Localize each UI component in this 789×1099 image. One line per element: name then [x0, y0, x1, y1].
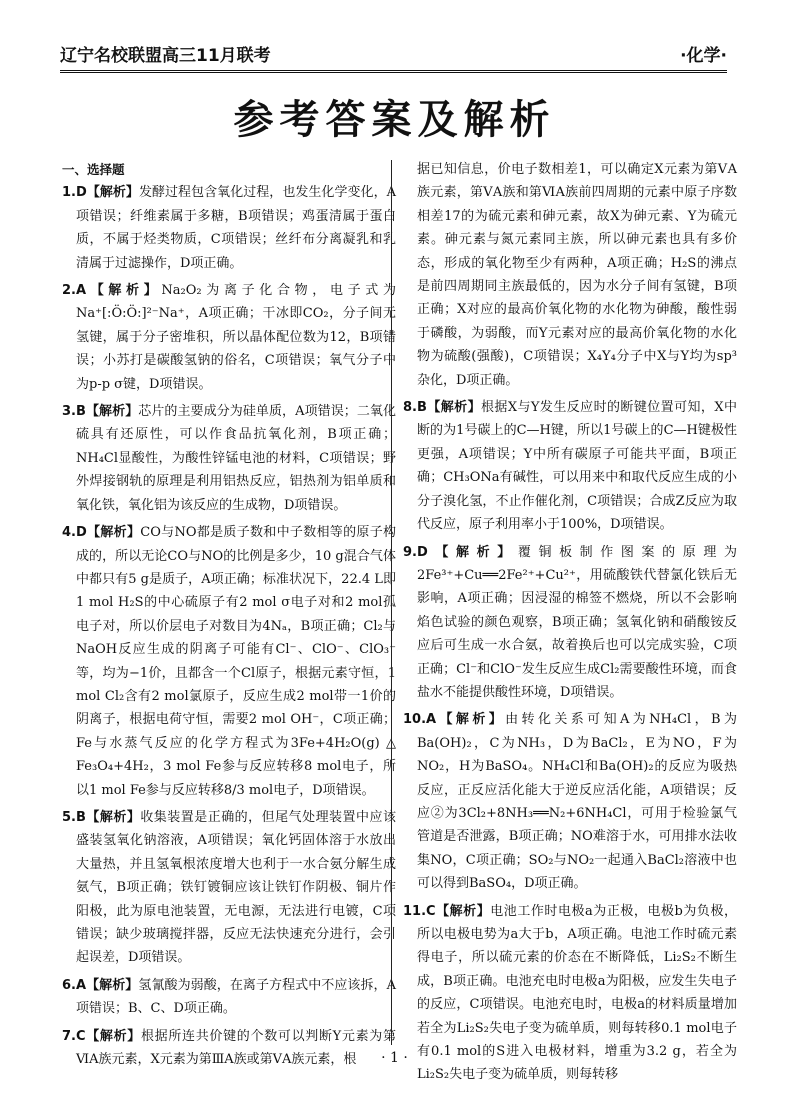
answer-key: 7.C【解析】	[62, 1028, 141, 1044]
answer-key: 5.B【解析】	[62, 809, 141, 825]
answer-explanation: 发酵过程包含氧化过程，也发生化学变化，A项错误；纤维素属于多糖，B项错误；鸡蛋清属于蛋白质，不属于烃类物质，C项错误；丝纤布分离凝乳和乳清属于过滤操作，D项正确。	[76, 185, 396, 271]
left-column	[62, 158, 396, 1075]
subject-label: ·化学·	[680, 46, 727, 66]
answer-explanation: 收集装置是正确的，但尾气处理装置中应该盛装氢氧化钠溶液，A项错误；氧化钙固体溶于水放出大量热，并且氢氧根浓度增大也利于一水合氨分解生成氨气，B项正确；铁钉镀铜应该让铁钉作阴极、铜片作阳极，此为原电池装置，无电源，无法进行电镀，C项错误；缺少玻璃搅拌器，反应无法快速充分进行，会引起误差，D项错误。	[76, 809, 396, 966]
answer-key: 4.D【解析】	[62, 525, 141, 541]
answer-item	[62, 974, 396, 1021]
answer-key: 8.B【解析】	[403, 400, 481, 416]
answer-item	[403, 708, 737, 895]
answer-item	[62, 400, 396, 517]
answer-explanation: 芯片的主要成分为硅单质，A项错误；二氧化硫具有还原性，可以作食品抗氧化剂，B项正确；NH₄Cl显酸性，为酸性锌锰电池的材料，C项错误；野外焊接钢轨的原理是利用铝热反应，铝热剂为铝单质和氧化铁，氧化铝为该反应的生成物，D项错误。	[76, 404, 396, 513]
section-heading: 一、选择题	[62, 162, 125, 177]
answer-item	[403, 541, 737, 705]
answer-key: 3.B【解析】	[62, 404, 139, 420]
answer-explanation: Na₂O₂为离子化合物，电子式为 Na⁺[:Ö:Ö:]²⁻Na⁺，A项正确；干冰即CO₂，分子间无氢键，属于分子密堆积，所以晶体配位数为12，B项错误；小苏打是碳酸氢钠的俗名，C项错误；氧气分子中为p-p σ键，D项错误。	[76, 283, 396, 392]
right-answer-list	[403, 396, 737, 1087]
column-divider	[391, 160, 392, 1045]
page-header	[60, 40, 727, 73]
answer-explanation: 根据X与Y发生反应时的断键位置可知，X中断的为1号碳上的C—H键，所以1号碳上的C—H键极性更强，A项错误；Y中所有碳原子可能共平面，B项正确；CH₃ONa有碱性，可以用来中和取代反应生成的小分子溴化氢，不止作催化剂，C项错误；合成Z反应为取代反应，原子利用率小于100%，D项错误。	[417, 400, 737, 533]
answer-item	[403, 396, 737, 536]
answer-item	[62, 181, 396, 275]
continued-answer-7: 据已知信息，价电子数相差1，可以确定X元素为第ⅤA族元素，第ⅤA族和第ⅥA族前四周期的元素中原子序数相差17的为硫元素和砷元素，故X为砷元素、Y为硫元素。砷元素与氮元素同主族，所以砷元素也具有多价态，形成的氧化物至少有两种，A项正确；H₂S的沸点是前四周期同主族最低的，因为水分子间有氢键，B项正确；X对应的最高价氧化物的水化物为砷酸，酸性弱于磷酸，为弱酸，而Y元素对应的最高价氧化物的水化物为硫酸(强酸)，C项错误；X₄Y₄分子中X与Y均为sp³杂化，D项正确。	[417, 162, 737, 388]
answer-explanation: 电池工作时电极a为正极，电极b为负极，所以电极电势为a大于b，A项正确。电池工作时硫元素得电子，所以硫元素的价态在不断降低，Li₂S₂不断生成，B项正确。电池充电时电极a为阳极，应发生失电子的反应，C项错误。电池充电时，电极a的材料质量增加若全为Li₂S₂失电子变为硫单质，则每转移0.1 mol电子有0.1 mol的S进入电极材料，增重为3.2 g，若全为Li₂S₂失电子变为硫单质，则每转移	[417, 903, 737, 1083]
answer-key: 2.A【解析】	[62, 283, 162, 299]
answer-explanation: 氢氰酸为弱酸，在离子方程式中不应该拆，A项错误；B、C、D项正确。	[76, 977, 396, 1017]
answer-item	[62, 521, 396, 802]
right-column	[403, 158, 737, 1091]
answer-explanation: 覆铜板制作图案的原理为2Fe³⁺+Cu══2Fe²⁺+Cu²⁺，用硫酸铁代替氯化铁后无影响，A项正确；因浸湿的棉签不燃烧，所以不会影响焰色试验的颜色观察，B项正确；氢氧化钠和硝酸铵反应后可生成一水合氨，故着换后也可以完成实验，C项正确；Cl⁻和ClO⁻发生反应生成Cl₂需要酸性环境，而食盐水不能提供酸性环境，D项错误。	[417, 544, 737, 700]
answer-key: 6.A【解析】	[62, 977, 139, 993]
answer-key: 9.D【解析】	[403, 544, 518, 560]
exam-name: 辽宁名校联盟高三11月联考	[60, 46, 271, 66]
answer-explanation: 由转化关系可知A为NH₄Cl，B为Ba(OH)₂，C为NH₃，D为BaCl₂，E为NO，F为NO₂，H为BaSO₄。NH₄Cl和Ba(OH)₂的反应为吸热反应，正反应活化能大于逆反应活化能，A项错误；反应②为3Cl₂+8NH₃══N₂+6NH₄Cl，可用于检验氯气管道是否泄露，B项正确；NO难溶于水，可用排水法收集NO，C项正确；SO₂与NO₂一起通入BaCl₂溶液中也可以得到BaSO₄，D项正确。	[417, 712, 737, 892]
page-title: 参考答案及解析	[233, 97, 556, 143]
answer-item	[62, 806, 396, 970]
answer-key: 1.D【解析】	[62, 185, 139, 201]
page-number: · 1 ·	[381, 1050, 408, 1066]
answer-key: 10.A【解析】	[403, 712, 506, 728]
left-answer-list	[62, 181, 396, 1071]
answer-key: 11.C【解析】	[403, 903, 491, 919]
answer-explanation: CO与NO都是质子数和中子数相等的原子构成的，所以无论CO与NO的比例是多少，10 g混合气体中都只有5 g是质子，A项正确；标准状况下，22.4 L即1 mol H₂S的中心硫原子有2 mol σ电子对和2 mol孤电子对，所以价层电子对数目为4Nₐ，B项正确；Cl₂与NaOH反应生成的阴离子可能有Cl⁻、ClO⁻、ClO₃⁻等，均为−1价，且都含一个Cl原子，根据元素守恒，1 mol Cl₂含有2 mol氯原子，反应生成2 mol带一1价的阴离子，根据电荷守恒，需要2 mol OH⁻，C项正确；Fe与水蒸气反应的化学方程式为3Fe+4H₂O(g) △ Fe₃O₄+4H₂，3 mol Fe参与反应转移8 mol电子，所以1 mol Fe参与反应转移8/3 mol电子，D项错误。	[76, 525, 396, 798]
answer-explanation: 根据所连共价键的个数可以判断Y元素为第ⅥA族元素，X元素为第ⅢA族或第ⅤA族元素，根	[76, 1028, 396, 1068]
answer-item	[62, 279, 396, 396]
